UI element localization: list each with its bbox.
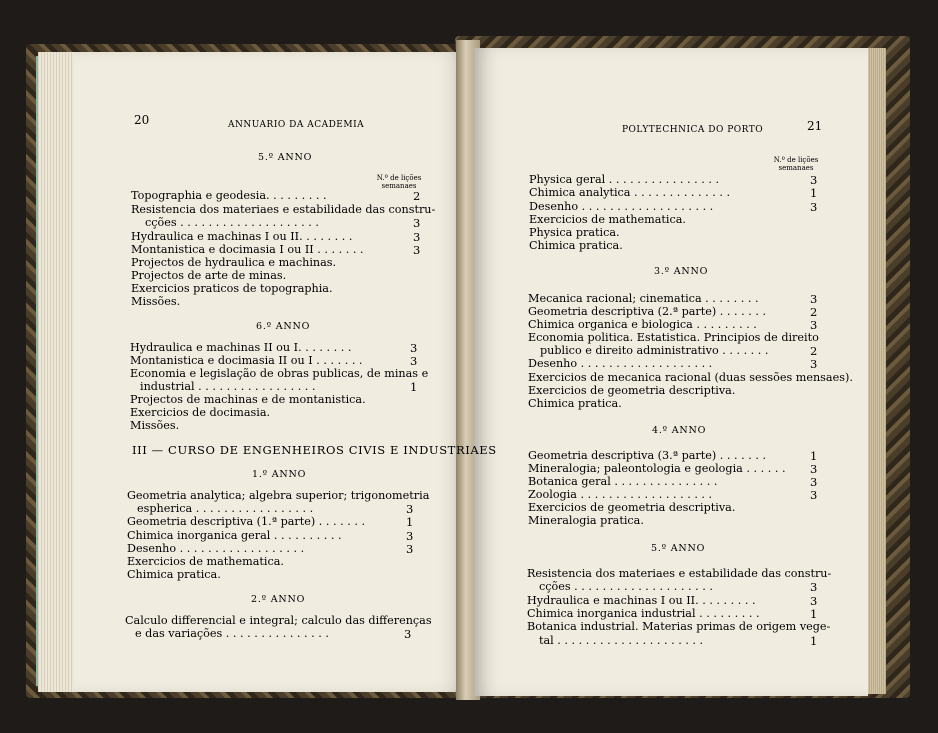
course-line: Zoologia . . . . . . . . . . . . . . . . . . . bbox=[528, 488, 713, 501]
course-line: Exercicios de mathematica. bbox=[529, 213, 686, 226]
lesson-count: 3 bbox=[810, 580, 818, 594]
course-title: III — CURSO DE ENGENHEIROS CIVIS E INDUSTRIAES bbox=[132, 443, 497, 457]
right-page-edges bbox=[866, 48, 886, 694]
course-line: Mecanica racional; cinematica . . . . . . . . bbox=[528, 292, 759, 305]
course-line: Desenho . . . . . . . . . . . . . . . . . . . bbox=[529, 200, 714, 213]
lesson-count: 3 bbox=[810, 357, 818, 371]
course-line: Physica pratica. bbox=[529, 226, 620, 239]
column-heading-right: N.º de lições semanaes bbox=[773, 156, 819, 172]
course-line: Chimica pratica. bbox=[127, 568, 221, 581]
course-line: Projectos de arte de minas. bbox=[131, 269, 287, 282]
course-line: Montanistica e docimasia II ou I . . . . . . . bbox=[130, 354, 363, 367]
section-heading: 1.º ANNO bbox=[252, 469, 307, 480]
section-heading: 5.º ANNO bbox=[651, 543, 706, 554]
course-line: Desenho . . . . . . . . . . . . . . . . . . . bbox=[528, 357, 713, 370]
course-line: Exercicios de mathematica. bbox=[127, 555, 284, 568]
course-line: Exercicios de mecanica racional (duas sessões mensaes). bbox=[528, 371, 853, 384]
lesson-count: 3 bbox=[810, 200, 818, 214]
running-head-left: ANNUARIO DA ACADEMIA bbox=[228, 120, 365, 130]
lesson-count: 3 bbox=[404, 627, 412, 641]
course-line: Hydraulica e machinas I ou II. . . . . . . . bbox=[131, 230, 353, 243]
lesson-count: 1 bbox=[810, 634, 818, 648]
lesson-count: 3 bbox=[810, 173, 818, 187]
course-line: Exercicios de geometria descriptiva. bbox=[528, 501, 736, 514]
course-line: Chimica inorganica geral . . . . . . . . . . bbox=[127, 529, 342, 542]
course-line: tal . . . . . . . . . . . . . . . . . . . . . bbox=[539, 634, 704, 647]
course-line: Missões. bbox=[131, 295, 181, 308]
course-line: Hydraulica e machinas I ou II. . . . . . . . . bbox=[527, 594, 756, 607]
course-line: Botanica geral . . . . . . . . . . . . . . . bbox=[528, 475, 718, 488]
course-line: Chimica analytica . . . . . . . . . . . . . . bbox=[529, 186, 731, 199]
lesson-count: 3 bbox=[413, 230, 421, 244]
section-heading: 3.º ANNO bbox=[654, 266, 709, 277]
course-line: publico e direito administrativo . . . . . . . bbox=[540, 344, 769, 357]
lesson-count: 3 bbox=[810, 594, 818, 608]
course-line: Geometria descriptiva (2.ª parte) . . . . . . . bbox=[528, 305, 767, 318]
course-line: Missões. bbox=[130, 419, 180, 432]
lesson-count: 3 bbox=[413, 216, 421, 230]
lesson-count: 1 bbox=[810, 607, 818, 621]
course-line: Mineralogia; paleontologia e geologia . . . . . . bbox=[528, 462, 786, 475]
section-heading: 5.º ANNO bbox=[258, 152, 313, 163]
lesson-count: 1 bbox=[406, 515, 414, 529]
lesson-count: 3 bbox=[410, 341, 418, 355]
course-line: Geometria analytica; algebra superior; trigonometria bbox=[127, 489, 430, 502]
lesson-count: 2 bbox=[413, 189, 421, 203]
course-line: Chimica inorganica industrial . . . . . . . . . bbox=[527, 607, 760, 620]
course-line: Topographia e geodesia. . . . . . . . . bbox=[131, 189, 327, 202]
lesson-count: 3 bbox=[413, 243, 421, 257]
running-head-right: POLYTECHNICA DO PORTO bbox=[622, 125, 764, 135]
lesson-count: 3 bbox=[810, 462, 818, 476]
lesson-count: 3 bbox=[810, 318, 818, 332]
lesson-count: 2 bbox=[810, 305, 818, 319]
left-page-edges bbox=[38, 52, 74, 692]
course-line: cções . . . . . . . . . . . . . . . . . . . . bbox=[539, 580, 713, 593]
course-line: cções . . . . . . . . . . . . . . . . . . . . bbox=[145, 216, 319, 229]
course-line: Calculo differencial e integral; calculo das differenças bbox=[125, 614, 432, 627]
lesson-count: 3 bbox=[810, 488, 818, 502]
lesson-count: 3 bbox=[406, 529, 414, 543]
course-line: Resistencia dos materiaes e estabilidade das constru- bbox=[527, 567, 832, 580]
lesson-count: 2 bbox=[810, 344, 818, 358]
course-line: espherica . . . . . . . . . . . . . . . . . bbox=[137, 502, 314, 515]
course-line: industrial . . . . . . . . . . . . . . . . . bbox=[140, 380, 316, 393]
course-line: Hydraulica e machinas II ou I. . . . . . . . bbox=[130, 341, 352, 354]
page-number-right: 21 bbox=[807, 119, 823, 133]
course-line: Mineralogia pratica. bbox=[528, 514, 644, 527]
course-line: Exercicios praticos de topographia. bbox=[131, 282, 333, 295]
course-line: e das variações . . . . . . . . . . . . . . . bbox=[135, 627, 329, 640]
lesson-count: 3 bbox=[410, 354, 418, 368]
page-number-left: 20 bbox=[134, 113, 150, 127]
lesson-count: 3 bbox=[406, 502, 414, 516]
course-line: Projectos de machinas e de montanistica. bbox=[130, 393, 366, 406]
course-line: Geometria descriptiva (3.ª parte) . . . . . . . bbox=[528, 449, 767, 462]
course-line: Economia politica. Estatistica. Principios de direito bbox=[528, 331, 819, 344]
lesson-count: 3 bbox=[810, 475, 818, 489]
lesson-count: 1 bbox=[410, 380, 418, 394]
lesson-count: 1 bbox=[810, 449, 818, 463]
course-line: Chimica organica e biologica . . . . . . . . . bbox=[528, 318, 757, 331]
section-heading: 4.º ANNO bbox=[652, 425, 707, 436]
course-line: Chimica pratica. bbox=[528, 397, 622, 410]
course-line: Exercicios de geometria descriptiva. bbox=[528, 384, 736, 397]
lesson-count: 3 bbox=[810, 292, 818, 306]
course-line: Montanistica e docimasia I ou II . . . . . . . bbox=[131, 243, 364, 256]
lesson-count: 1 bbox=[810, 186, 818, 200]
course-line: Physica geral . . . . . . . . . . . . . . . . bbox=[529, 173, 720, 186]
lesson-count: 3 bbox=[406, 542, 414, 556]
course-line: Botanica industrial. Materias primas de origem vege- bbox=[527, 620, 831, 633]
section-heading: 2.º ANNO bbox=[251, 594, 306, 605]
column-heading-left: N.º de lições semanaes bbox=[376, 174, 422, 190]
course-line: Exercicios de docimasia. bbox=[130, 406, 271, 419]
course-line: Geometria descriptiva (1.ª parte) . . . . . . . bbox=[127, 515, 366, 528]
course-line: Resistencia dos materiaes e estabilidade das constru- bbox=[131, 203, 436, 216]
section-heading: 6.º ANNO bbox=[256, 321, 311, 332]
course-line: Projectos de hydraulica e machinas. bbox=[131, 256, 337, 269]
course-line: Economia e legislação de obras publicas, de minas e bbox=[130, 367, 429, 380]
course-line: Chimica pratica. bbox=[529, 239, 623, 252]
course-line: Desenho . . . . . . . . . . . . . . . . . . bbox=[127, 542, 305, 555]
